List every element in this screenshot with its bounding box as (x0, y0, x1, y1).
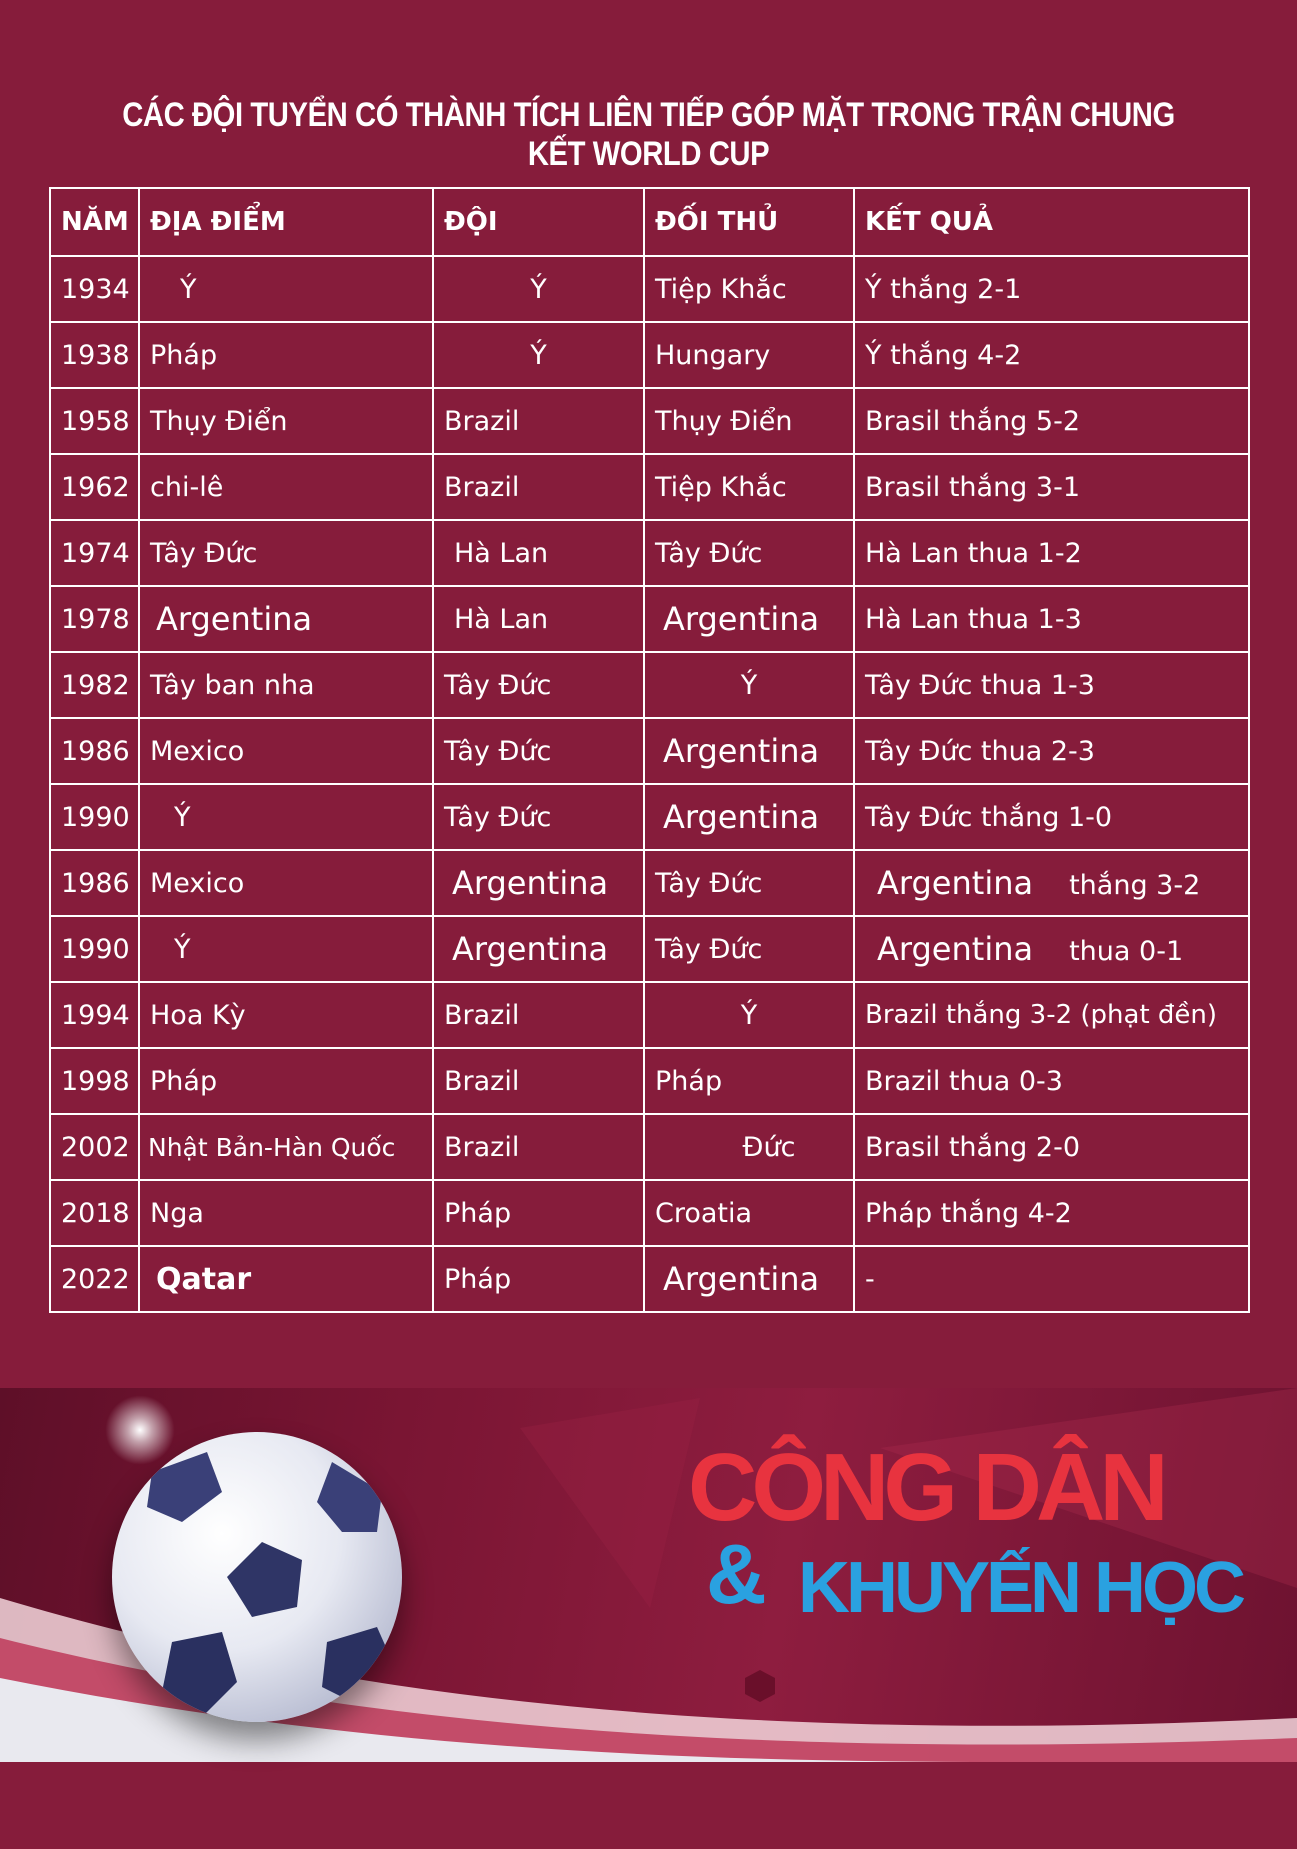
cell-opponent: Ý (644, 982, 854, 1048)
cell-result: Brasil thắng 3-1 (854, 454, 1249, 520)
logo-line2: KHUYẾN HỌC (798, 1548, 1243, 1628)
cell-team: Tây Đức (433, 784, 644, 850)
cell-year: 1986 (50, 718, 139, 784)
table-row (50, 916, 1249, 982)
cell-venue: Nga (139, 1180, 433, 1246)
cell-year: 1998 (50, 1048, 139, 1114)
cell-year: 1938 (50, 322, 139, 388)
table-row (50, 652, 1249, 718)
column-header-result: KẾT QUẢ (854, 188, 1249, 256)
cell-opponent: Tây Đức (644, 850, 854, 916)
cell-year: 2002 (50, 1114, 139, 1180)
cell-opponent: Tiệp Khắc (644, 256, 854, 322)
cell-team: Brazil (433, 1114, 644, 1180)
cell-year: 2022 (50, 1246, 139, 1312)
cell-venue: Mexico (139, 718, 433, 784)
table-row (50, 1180, 1249, 1246)
cell-opponent: Argentina (644, 586, 854, 652)
cell-result: Pháp thắng 4-2 (854, 1180, 1249, 1246)
table-header-row (50, 188, 1249, 256)
cell-team: Argentina (433, 850, 644, 916)
cell-result: Brasil thắng 5-2 (854, 388, 1249, 454)
table-row (50, 388, 1249, 454)
table-row (50, 1048, 1249, 1114)
cell-result: Hà Lan thua 1-3 (854, 586, 1249, 652)
cell-result (854, 916, 1249, 982)
cell-team: Pháp (433, 1246, 644, 1312)
cell-team: Ý (433, 322, 644, 388)
cell-result: Ý thắng 4-2 (854, 322, 1249, 388)
cell-result: Tây Đức thắng 1-0 (854, 784, 1249, 850)
cell-opponent: Croatia (644, 1180, 854, 1246)
cell-opponent: Hungary (644, 322, 854, 388)
table-row (50, 1114, 1249, 1180)
table-row (50, 850, 1249, 916)
page-title: CÁC ĐỘI TUYỂN CÓ THÀNH TÍCH LIÊN TIẾP GÓP MẶT TRONG TRẬN CHUNG KẾT WORLD CUP (122, 96, 1175, 173)
cell-year: 1994 (50, 982, 139, 1048)
table-row (50, 454, 1249, 520)
column-header-venue: ĐỊA ĐIỂM (139, 188, 433, 256)
cell-venue: Pháp (139, 322, 433, 388)
cell-venue: Tây Đức (139, 520, 433, 586)
cell-team: Tây Đức (433, 652, 644, 718)
cell-team: Pháp (433, 1180, 644, 1246)
table-row (50, 520, 1249, 586)
soccer-ball-icon (112, 1432, 402, 1722)
finals-table (49, 187, 1250, 1313)
cell-opponent: Ý (644, 652, 854, 718)
result-score: thắng 3-2 (1069, 870, 1201, 901)
cell-venue: Qatar (139, 1246, 433, 1312)
cell-result: - (854, 1246, 1249, 1312)
cell-year: 1986 (50, 850, 139, 916)
cell-opponent: Tiệp Khắc (644, 454, 854, 520)
cell-team: Ý (433, 256, 644, 322)
cell-result: Tây Đức thua 1-3 (854, 652, 1249, 718)
cell-result: Hà Lan thua 1-2 (854, 520, 1249, 586)
cell-year: 1958 (50, 388, 139, 454)
logo-ampersand: & (706, 1527, 767, 1621)
cell-year: 1990 (50, 916, 139, 982)
cell-opponent: Tây Đức (644, 916, 854, 982)
cell-venue: Argentina (139, 586, 433, 652)
result-team: Argentina (877, 930, 1034, 968)
cell-year: 2018 (50, 1180, 139, 1246)
cell-venue: Tây ban nha (139, 652, 433, 718)
cell-team: Tây Đức (433, 718, 644, 784)
table-row (50, 1246, 1249, 1312)
cell-result: Brasil thắng 2-0 (854, 1114, 1249, 1180)
cell-opponent: Argentina (644, 718, 854, 784)
cell-venue: Mexico (139, 850, 433, 916)
column-header-year: NĂM (50, 188, 139, 256)
light-flare (105, 1395, 175, 1465)
cell-year: 1974 (50, 520, 139, 586)
cell-team: Hà Lan (433, 586, 644, 652)
cell-venue: Ý (139, 784, 433, 850)
cell-venue: Ý (139, 256, 433, 322)
table-row (50, 718, 1249, 784)
cell-opponent: Thụy Điển (644, 388, 854, 454)
result-team: Argentina (877, 864, 1034, 902)
cell-venue: Nhật Bản-Hàn Quốc (139, 1114, 433, 1180)
table-row (50, 982, 1249, 1048)
cell-opponent: Argentina (644, 784, 854, 850)
cell-opponent: Pháp (644, 1048, 854, 1114)
cell-team: Hà Lan (433, 520, 644, 586)
cell-team: Brazil (433, 454, 644, 520)
cell-opponent: Argentina (644, 1246, 854, 1312)
cell-year: 1978 (50, 586, 139, 652)
cell-year: 1962 (50, 454, 139, 520)
cell-result: Ý thắng 2-1 (854, 256, 1249, 322)
cell-team: Argentina (433, 916, 644, 982)
cell-result: Tây Đức thua 2-3 (854, 718, 1249, 784)
logo-line1: CÔNG DÂN (688, 1434, 1163, 1541)
cell-venue: Pháp (139, 1048, 433, 1114)
cell-result: Brazil thắng 3-2 (phạt đền) (854, 982, 1249, 1048)
result-score: thua 0-1 (1069, 936, 1184, 967)
column-header-team: ĐỘI (433, 188, 644, 256)
cell-venue: Hoa Kỳ (139, 982, 433, 1048)
cell-venue: Thụy Điển (139, 388, 433, 454)
cell-opponent: Tây Đức (644, 520, 854, 586)
cell-team: Brazil (433, 388, 644, 454)
column-header-opponent: ĐỐI THỦ (644, 188, 854, 256)
cell-result: Brazil thua 0-3 (854, 1048, 1249, 1114)
cell-result (854, 850, 1249, 916)
cell-opponent: Đức (644, 1114, 854, 1180)
cell-team: Brazil (433, 982, 644, 1048)
table-row (50, 322, 1249, 388)
table-row (50, 586, 1249, 652)
cell-year: 1982 (50, 652, 139, 718)
cell-venue: chi-lê (139, 454, 433, 520)
table-row (50, 784, 1249, 850)
cell-venue: Ý (139, 916, 433, 982)
table-row (50, 256, 1249, 322)
cell-year: 1990 (50, 784, 139, 850)
cell-team: Brazil (433, 1048, 644, 1114)
cell-year: 1934 (50, 256, 139, 322)
